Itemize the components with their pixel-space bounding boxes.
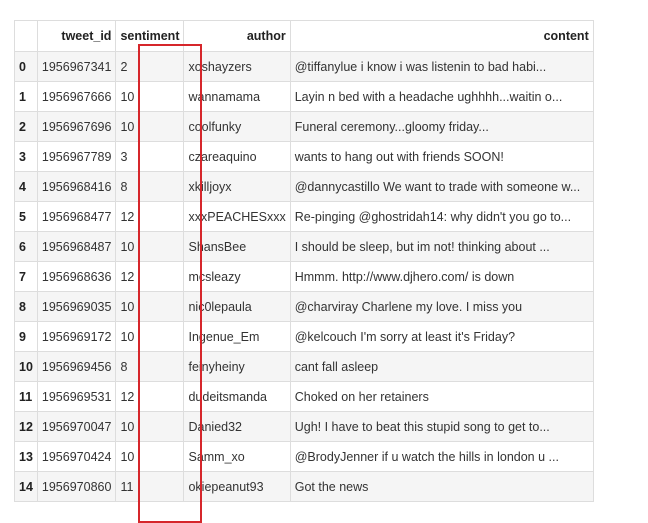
cell-content: Re-pinging @ghostridah14: why didn't you go to...: [290, 202, 593, 232]
cell-content: @kelcouch I'm sorry at least it's Friday?: [290, 322, 593, 352]
cell-tweet-id: 1956969456: [37, 352, 116, 382]
row-index: 0: [15, 52, 38, 82]
cell-content: Hmmm. http://www.djhero.com/ is down: [290, 262, 593, 292]
row-index: 13: [15, 442, 38, 472]
cell-tweet-id: 1956969035: [37, 292, 116, 322]
cell-tweet-id: 1956967789: [37, 142, 116, 172]
cell-sentiment: 8: [116, 352, 184, 382]
row-index: 12: [15, 412, 38, 442]
table-row: [15, 262, 594, 292]
cell-content: @charviray Charlene my love. I miss you: [290, 292, 593, 322]
cell-author: coolfunky: [184, 112, 290, 142]
table-row: [15, 232, 594, 262]
cell-content: cant fall asleep: [290, 352, 593, 382]
table-row: [15, 52, 594, 82]
cell-author: Samm_xo: [184, 442, 290, 472]
cell-sentiment: 3: [116, 142, 184, 172]
cell-content: @BrodyJenner if u watch the hills in london u ...: [290, 442, 593, 472]
cell-author: Danied32: [184, 412, 290, 442]
row-index: 14: [15, 472, 38, 502]
table-row: [15, 142, 594, 172]
cell-author: okiepeanut93: [184, 472, 290, 502]
row-index: 8: [15, 292, 38, 322]
cell-tweet-id: 1956970047: [37, 412, 116, 442]
header-row: [15, 21, 594, 52]
cell-tweet-id: 1956970860: [37, 472, 116, 502]
cell-tweet-id: 1956968477: [37, 202, 116, 232]
header-index: [15, 21, 38, 52]
table-header: [15, 21, 594, 52]
cell-content: @tiffanylue i know i was listenin to bad habi...: [290, 52, 593, 82]
cell-sentiment: 12: [116, 382, 184, 412]
cell-author: Ingenue_Em: [184, 322, 290, 352]
cell-sentiment: 10: [116, 232, 184, 262]
cell-content: Funeral ceremony...gloomy friday...: [290, 112, 593, 142]
row-index: 6: [15, 232, 38, 262]
cell-sentiment: 10: [116, 82, 184, 112]
cell-tweet-id: 1956968636: [37, 262, 116, 292]
cell-tweet-id: 1956970424: [37, 442, 116, 472]
cell-tweet-id: 1956968416: [37, 172, 116, 202]
table-row: [15, 202, 594, 232]
table-row: [15, 382, 594, 412]
row-index: 10: [15, 352, 38, 382]
cell-sentiment: 10: [116, 322, 184, 352]
header-sentiment: sentiment: [116, 21, 184, 52]
table-row: [15, 442, 594, 472]
table-row: [15, 352, 594, 382]
row-index: 1: [15, 82, 38, 112]
cell-author: xkilljoyx: [184, 172, 290, 202]
cell-sentiment: 10: [116, 442, 184, 472]
cell-author: feinyheiny: [184, 352, 290, 382]
cell-content: I should be sleep, but im not! thinking about ...: [290, 232, 593, 262]
table-row: [15, 322, 594, 352]
cell-sentiment: 2: [116, 52, 184, 82]
table-row: [15, 112, 594, 142]
header-tweet-id: tweet_id: [37, 21, 116, 52]
cell-content: @dannycastillo We want to trade with someone w...: [290, 172, 593, 202]
cell-author: ShansBee: [184, 232, 290, 262]
cell-author: mcsleazy: [184, 262, 290, 292]
cell-content: Choked on her retainers: [290, 382, 593, 412]
table-row: [15, 292, 594, 322]
cell-author: dudeitsmanda: [184, 382, 290, 412]
header-content: content: [290, 21, 593, 52]
cell-tweet-id: 1956969531: [37, 382, 116, 412]
cell-content: Layin n bed with a headache ughhhh...waitin o...: [290, 82, 593, 112]
row-index: 11: [15, 382, 38, 412]
table-row: [15, 172, 594, 202]
row-index: 5: [15, 202, 38, 232]
table-row: [15, 412, 594, 442]
table-body: [15, 52, 594, 502]
cell-tweet-id: 1956967696: [37, 112, 116, 142]
cell-sentiment: 10: [116, 412, 184, 442]
table-row: [15, 82, 594, 112]
header-author: author: [184, 21, 290, 52]
cell-sentiment: 10: [116, 112, 184, 142]
table-row: [15, 472, 594, 502]
row-index: 9: [15, 322, 38, 352]
dataframe-container: [14, 20, 594, 502]
cell-content: wants to hang out with friends SOON!: [290, 142, 593, 172]
cell-content: Got the news: [290, 472, 593, 502]
cell-content: Ugh! I have to beat this stupid song to get to...: [290, 412, 593, 442]
cell-sentiment: 8: [116, 172, 184, 202]
cell-sentiment: 11: [116, 472, 184, 502]
cell-tweet-id: 1956967666: [37, 82, 116, 112]
row-index: 2: [15, 112, 38, 142]
cell-author: nic0lepaula: [184, 292, 290, 322]
cell-author: czareaquino: [184, 142, 290, 172]
row-index: 4: [15, 172, 38, 202]
cell-author: xxxPEACHESxxx: [184, 202, 290, 232]
cell-sentiment: 12: [116, 262, 184, 292]
cell-tweet-id: 1956968487: [37, 232, 116, 262]
dataframe-table: [14, 20, 594, 502]
row-index: 3: [15, 142, 38, 172]
cell-tweet-id: 1956967341: [37, 52, 116, 82]
cell-author: wannamama: [184, 82, 290, 112]
cell-author: xoshayzers: [184, 52, 290, 82]
cell-tweet-id: 1956969172: [37, 322, 116, 352]
row-index: 7: [15, 262, 38, 292]
cell-sentiment: 12: [116, 202, 184, 232]
cell-sentiment: 10: [116, 292, 184, 322]
